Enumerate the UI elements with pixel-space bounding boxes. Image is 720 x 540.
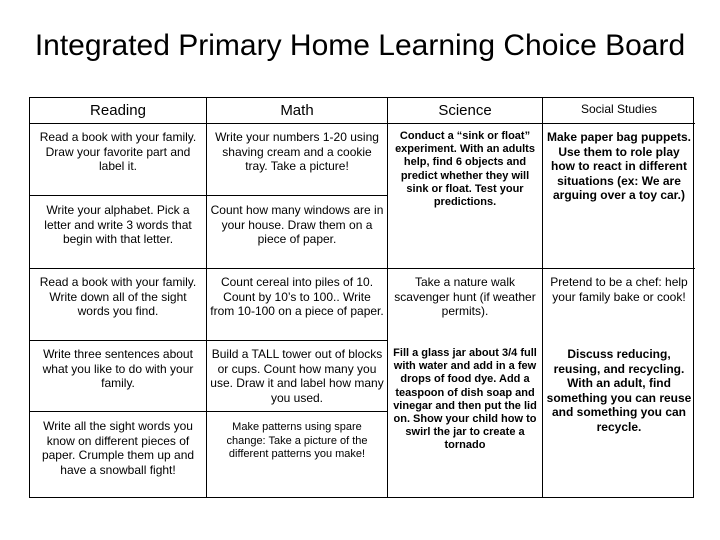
math-activity: Count cereal into piles of 10. Count by 10’s to 100.. Write from 10-100 on a piece of paper. — [210, 275, 384, 318]
reading-activity: Read a book with your family. Write down all of the sight words you find. — [39, 275, 197, 318]
social-studies-activity: Discuss reducing, reusing, and recycling. With an adult, find something you can reuse and something you can recycle. — [546, 347, 692, 434]
math-activity: Count how many windows are in your house. Draw them on a piece of paper. — [210, 203, 384, 246]
reading-activity: Read a book with your family. Draw your favorite part and label it. — [39, 130, 197, 173]
page-title: Integrated Primary Home Learning Choice Board — [34, 29, 686, 62]
header-math: Math — [280, 102, 314, 119]
science-activity: Take a nature walk scavenger hunt (if weather permits). — [394, 275, 536, 318]
grid-line — [30, 340, 387, 341]
reading-activity: Write all the sight words you know on different pieces of paper. Crumple them up and have a snowball fight! — [41, 419, 195, 477]
reading-activity: Write your alphabet. Pick a letter and write 3 words that begin with that letter. — [44, 203, 192, 246]
math-activity: Write your numbers 1-20 using shaving cream and a cookie tray. Take a picture! — [215, 130, 379, 173]
math-activity: Build a TALL tower out of blocks or cups. Count how many you use. Draw it and label how many you used. — [210, 347, 384, 405]
grid-line — [30, 195, 387, 196]
math-activity: Make patterns using spare change: Take a picture of the different patterns you make! — [226, 421, 368, 460]
header-social-studies: Social Studies — [580, 102, 658, 116]
header-reading: Reading — [90, 102, 146, 119]
reading-activity: Write three sentences about what you like to do with your family. — [42, 347, 194, 390]
grid-line — [30, 411, 387, 412]
social-studies-activity: Pretend to be a chef: help your family bake or cook! — [550, 275, 688, 304]
social-studies-activity: Make paper bag puppets. Use them to role play how to react in different situations (ex: We are arguing over a toy car.) — [546, 130, 692, 203]
choice-board — [29, 97, 694, 498]
grid-line — [30, 123, 695, 124]
header-science: Science — [438, 102, 492, 119]
grid-line — [30, 268, 695, 269]
science-activity: Fill a glass jar about 3/4 full with water and add in a few drops of food dye. Add a teaspoon of dish soap and vinegar and then put the lid on. Show your child how to swirl the jar to create a tornado — [393, 347, 537, 452]
science-activity: Conduct a “sink or float” experiment. With an adults help, find 6 objects and predict whether they will sink or float. Test your predictions. — [395, 130, 535, 209]
